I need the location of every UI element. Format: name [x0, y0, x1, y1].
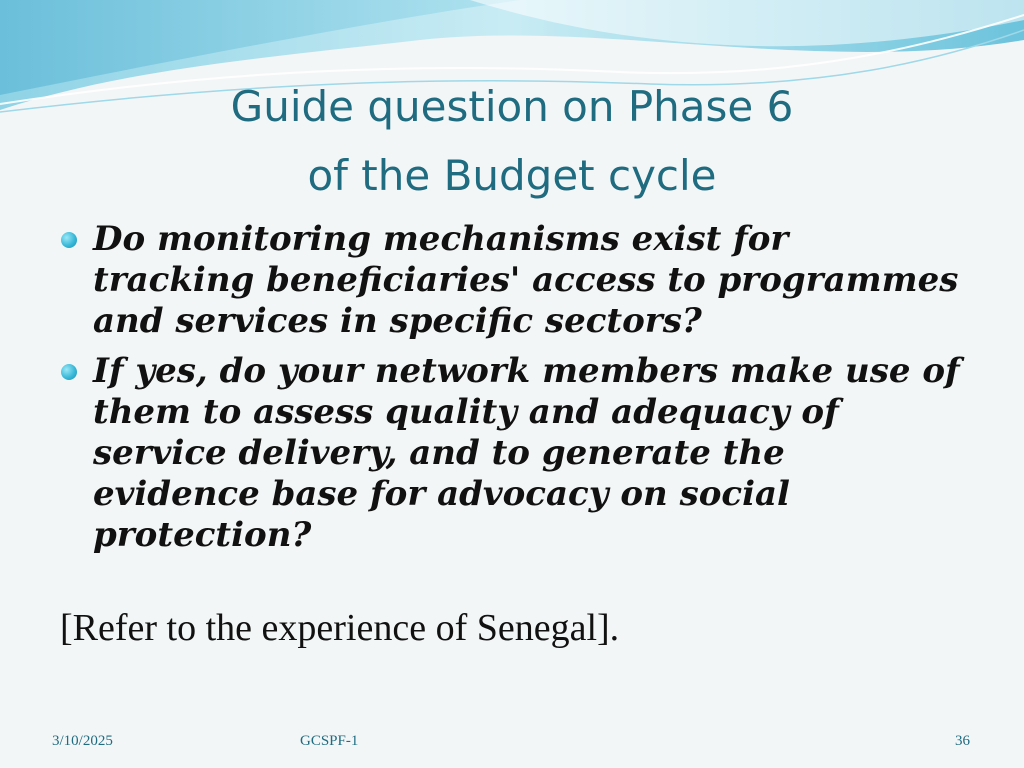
reference-note: [Refer to the experience of Senegal]. — [60, 607, 620, 649]
bullet-dot-icon — [61, 232, 77, 248]
slide-title-line-2: of the Budget cycle — [307, 151, 717, 200]
footer-center-text: GCSPF-1 — [300, 733, 359, 749]
bullet-item — [60, 219, 960, 342]
bullet-list — [60, 219, 960, 556]
slide-number: 36 — [955, 733, 970, 749]
bullet-text: Do monitoring mechanisms exist for tracking beneficiaries' access to programmes and services in specific sectors? — [93, 219, 959, 341]
footer-date: 3/10/2025 — [52, 733, 113, 749]
slide-title-line-1: Guide question on Phase 6 — [230, 82, 794, 131]
bullet-dot-icon — [61, 364, 77, 380]
bullet-text: If yes, do your network members make use of them to assess quality and adequacy of service delivery, and to generate the evidence base for advocacy on social protection? — [93, 351, 960, 555]
bullet-item — [60, 351, 960, 556]
